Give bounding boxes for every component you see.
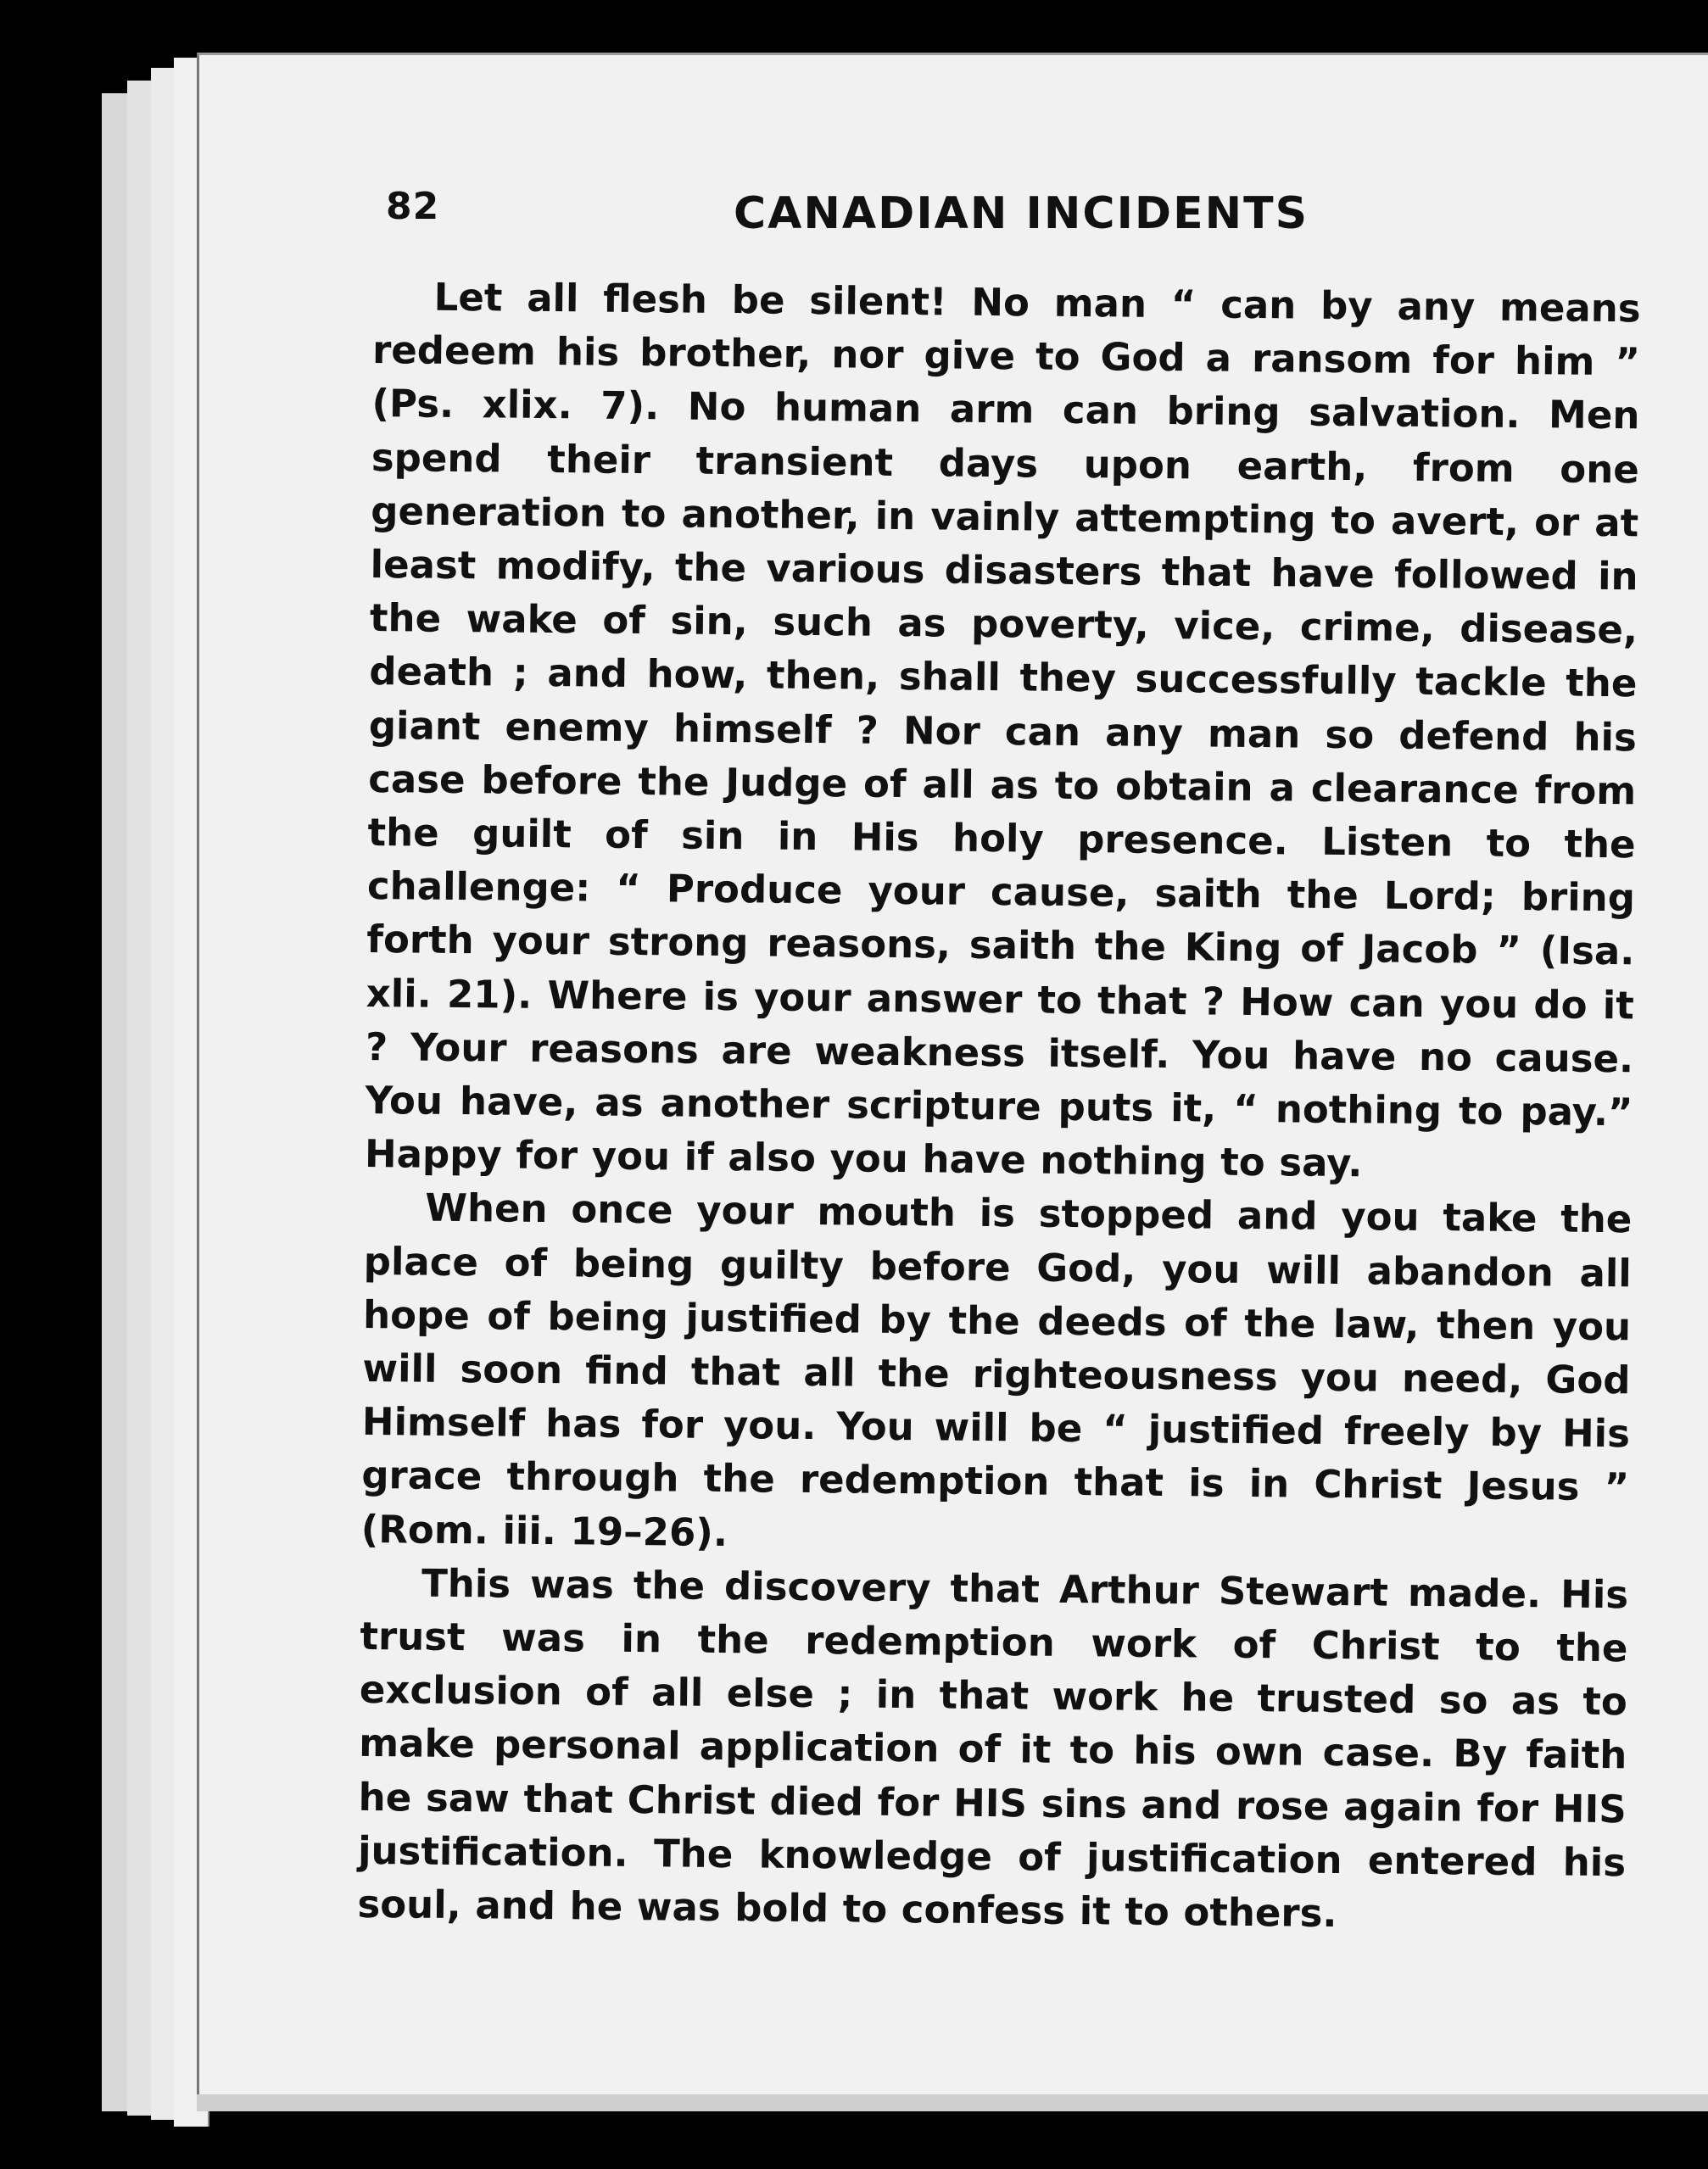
page-header [386,185,1319,244]
page-number: 82 [386,185,440,228]
paragraph: This was the discovery that Arthur Stewart made. His trust was in the redemption work of Christ to the exclusion of all else ; in that work he trusted so as to make personal application of it to his own case. By faith he saw that Christ died for HIS sins and rose again for HIS justification. The knowledge of justification entered his soul, and he was bold to confess it to others. [357,1560,1629,1937]
page-bottom-edge [197,2094,1708,2111]
running-title: CANADIAN INCIDENTS [734,188,1309,239]
paragraph: When once your mouth is stopped and you take the place of being guilty before God, you will abandon all hope of being justified by the deeds of the law, then you will soon find that all the righteousness you need, God Himself has for you. You will be “ justified freely by His grace through the redemption that is in Christ Jesus ” (Rom. iii. 19–26). [360,1185,1633,1555]
page-body [357,270,1641,1943]
paragraph: Let all flesh be silent! No man “ can by any means redeem his brother, nor give to God a ransom for him ” (Ps. xlix. 7). No human arm can bring salvation. Men spend their transient days upon earth, from one generation to another, in vainly attempting to avert, or at least modify, the various disasters that have followed in the wake of sin, such as poverty, vice, crime, disease, death ; and how, then, shall they successfully tackle the giant enemy himself ? Nor can any man so defend his case before the Judge of all as to obtain a clearance from the guilt of sin in His holy presence. Listen to the challenge: “ Produce your cause, saith the Lord; bring forth your strong reasons, saith the King of Jacob ” (Isa. xli. 21). Where is your answer to that ? How can you do it ? Your reasons are weakness itself. You have no cause. You have, as another scripture puts it, “ nothing to pay.” Happy for you if also you have nothing to say. [364,274,1641,1186]
